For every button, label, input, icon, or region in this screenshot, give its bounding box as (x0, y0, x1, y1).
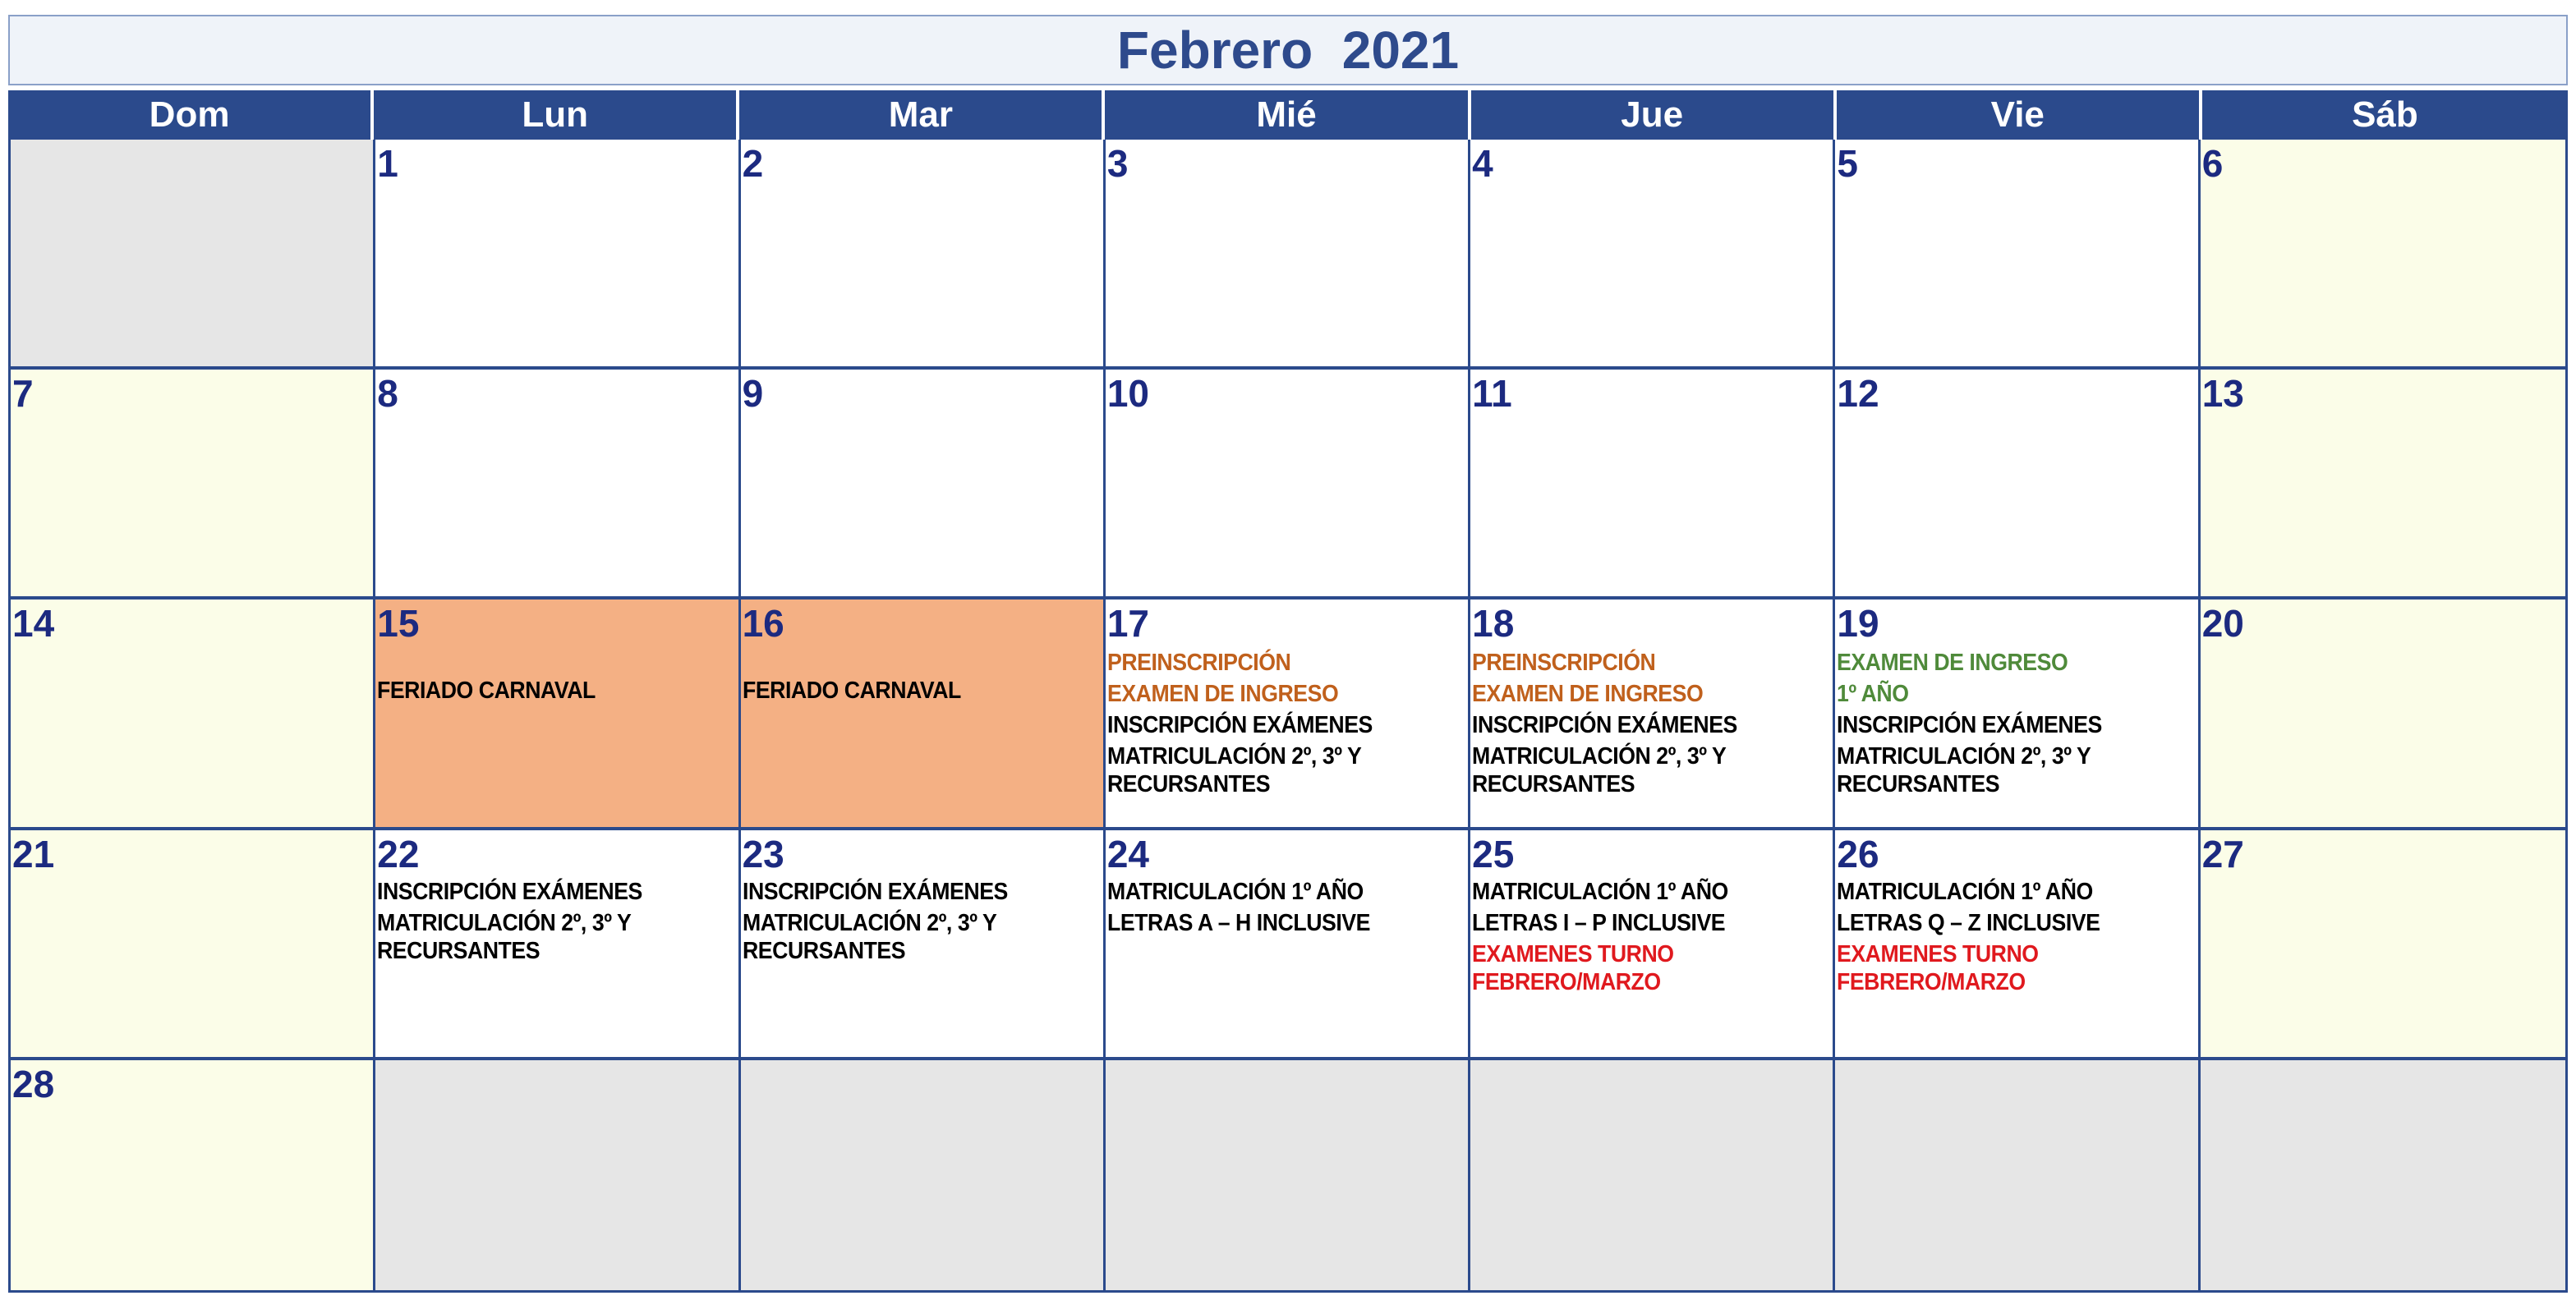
empty-day-cell (741, 1060, 1106, 1290)
event-list (1106, 873, 1468, 939)
day-cell-10[interactable] (1106, 370, 1470, 600)
weekday-thu: Jue (1471, 90, 1837, 140)
day-cell-19[interactable] (1835, 600, 2200, 829)
day-number: 24 (1106, 832, 1150, 875)
calendar (8, 15, 2568, 1293)
event-letras: LETRAS Q – Z INCLUSIVE (1837, 909, 2100, 936)
day-number: 10 (1106, 372, 1150, 416)
day-cell-20[interactable] (2201, 600, 2565, 829)
event-inscripcion-examenes: INSCRIPCIÓN EXÁMENES (1472, 712, 1738, 739)
day-cell-15[interactable] (375, 600, 740, 829)
day-number: 3 (1106, 142, 1129, 185)
event-matriculacion: MATRICULACIÓN 2º, 3º Y (742, 909, 996, 936)
day-number: 22 (377, 832, 420, 875)
event-examen-ingreso: EXAMEN DE INGRESO (1472, 681, 1704, 708)
event-matriculacion-1: MATRICULACIÓN 1º AÑO (1472, 878, 1728, 905)
calendar-grid (8, 140, 2568, 1293)
event-matriculacion-1: MATRICULACIÓN 1º AÑO (1106, 878, 1364, 905)
event-examenes-turno: EXAMENES TURNO (1837, 940, 2039, 967)
day-cell-4[interactable] (1470, 140, 1835, 370)
event-recursantes: RECURSANTES (377, 937, 540, 964)
event-list (1470, 642, 1833, 797)
day-cell-5[interactable] (1835, 140, 2200, 370)
event-matriculacion-1: MATRICULACIÓN 1º AÑO (1837, 878, 2094, 905)
event-list (1106, 642, 1468, 797)
day-cell-22[interactable] (375, 830, 740, 1060)
weekday-mon: Lun (374, 90, 739, 140)
day-number: 12 (1837, 372, 1879, 416)
day-cell-28[interactable] (11, 1060, 375, 1290)
day-number: 25 (1472, 832, 1515, 875)
day-number: 20 (2201, 602, 2244, 646)
day-cell-8[interactable] (375, 370, 740, 600)
day-number: 17 (1106, 602, 1150, 646)
empty-day-cell (1470, 1060, 1835, 1290)
empty-day-cell (1835, 1060, 2200, 1290)
event-list (1470, 873, 1833, 995)
day-number: 4 (1472, 142, 1493, 185)
event-examen-ingreso: EXAMEN DE INGRESO (1106, 681, 1339, 708)
day-cell-3[interactable] (1106, 140, 1470, 370)
day-cell-23[interactable] (741, 830, 1106, 1060)
day-cell-9[interactable] (741, 370, 1106, 600)
event-list (741, 642, 1103, 706)
day-number: 13 (2201, 372, 2244, 416)
day-number: 7 (12, 372, 34, 416)
day-number: 26 (1837, 832, 1879, 875)
day-number: 8 (377, 372, 398, 416)
event-recursantes: RECURSANTES (742, 937, 905, 964)
day-number: 15 (377, 602, 420, 646)
day-number: 6 (2201, 142, 2224, 185)
day-cell-27[interactable] (2201, 830, 2565, 1060)
day-cell-12[interactable] (1835, 370, 2200, 600)
day-cell-17[interactable] (1106, 600, 1470, 829)
day-number: 23 (742, 832, 784, 875)
weekday-sat: Sáb (2352, 94, 2418, 135)
event-matriculacion: MATRICULACIÓN 2º, 3º Y (1106, 743, 1362, 770)
day-number: 11 (1472, 372, 1512, 416)
day-number: 14 (12, 602, 55, 646)
event-letras: LETRAS I – P INCLUSIVE (1472, 909, 1726, 936)
day-number: 28 (12, 1062, 55, 1105)
day-number: 5 (1837, 142, 1859, 185)
day-cell-25[interactable] (1470, 830, 1835, 1060)
day-cell-13[interactable] (2201, 370, 2565, 600)
event-primer-anio: 1º AÑO (1837, 681, 1909, 708)
event-febrero-marzo: FEBRERO/MARZO (1837, 968, 2026, 995)
event-examen-ingreso: EXAMEN DE INGRESO (1837, 650, 2068, 677)
weekday-sun: Dom (8, 90, 374, 140)
empty-day-cell (375, 1060, 740, 1290)
event-inscripcion-examenes: INSCRIPCIÓN EXÁMENES (1106, 712, 1373, 739)
event-holiday: FERIADO CARNAVAL (377, 678, 596, 705)
event-preinscripcion: PREINSCRIPCIÓN (1472, 650, 1656, 677)
empty-day-cell (1106, 1060, 1470, 1290)
event-list (375, 642, 738, 706)
calendar-title: Febrero 2021 (8, 15, 2568, 85)
day-number: 27 (2201, 832, 2244, 875)
event-preinscripcion: PREINSCRIPCIÓN (1106, 650, 1291, 677)
day-cell-18[interactable] (1470, 600, 1835, 829)
day-cell-6[interactable] (2201, 140, 2565, 370)
event-inscripcion-examenes: INSCRIPCIÓN EXÁMENES (377, 878, 643, 905)
weekday-wed: Mié (1105, 90, 1470, 140)
event-examenes-turno: EXAMENES TURNO (1472, 940, 1674, 967)
event-recursantes: RECURSANTES (1472, 771, 1635, 798)
event-list (1835, 642, 2197, 797)
day-cell-24[interactable] (1106, 830, 1470, 1060)
empty-day-cell (2201, 1060, 2565, 1290)
event-recursantes: RECURSANTES (1106, 771, 1270, 798)
event-matriculacion: MATRICULACIÓN 2º, 3º Y (1472, 743, 1727, 770)
event-inscripcion-examenes: INSCRIPCIÓN EXÁMENES (742, 878, 1008, 905)
weekday-tue: Mar (739, 90, 1105, 140)
day-cell-16[interactable] (741, 600, 1106, 829)
day-cell-21[interactable] (11, 830, 375, 1060)
event-list (375, 873, 738, 963)
day-cell-1[interactable] (375, 140, 740, 370)
day-number: 9 (742, 372, 764, 416)
event-matriculacion: MATRICULACIÓN 2º, 3º Y (377, 909, 632, 936)
event-list (741, 873, 1103, 963)
day-cell-26[interactable] (1835, 830, 2200, 1060)
event-matriculacion: MATRICULACIÓN 2º, 3º Y (1837, 743, 2091, 770)
day-number: 16 (742, 602, 784, 646)
event-febrero-marzo: FEBRERO/MARZO (1472, 968, 1661, 995)
day-number: 1 (377, 142, 398, 185)
weekday-header (8, 90, 2568, 140)
day-number: 19 (1837, 602, 1879, 646)
weekday-fri: Vie (1837, 90, 2202, 140)
day-cell-14[interactable] (11, 600, 375, 829)
day-cell-7[interactable] (11, 370, 375, 600)
event-recursantes: RECURSANTES (1837, 771, 2000, 798)
event-inscripcion-examenes: INSCRIPCIÓN EXÁMENES (1837, 712, 2103, 739)
day-number: 2 (742, 142, 764, 185)
day-number: 21 (12, 832, 55, 875)
event-letras: LETRAS A – H INCLUSIVE (1106, 909, 1370, 936)
day-cell-11[interactable] (1470, 370, 1835, 600)
day-number: 18 (1472, 602, 1515, 646)
day-cell-2[interactable] (741, 140, 1106, 370)
empty-day-cell (11, 140, 375, 370)
event-holiday: FERIADO CARNAVAL (742, 678, 961, 705)
event-list (1835, 873, 2197, 995)
